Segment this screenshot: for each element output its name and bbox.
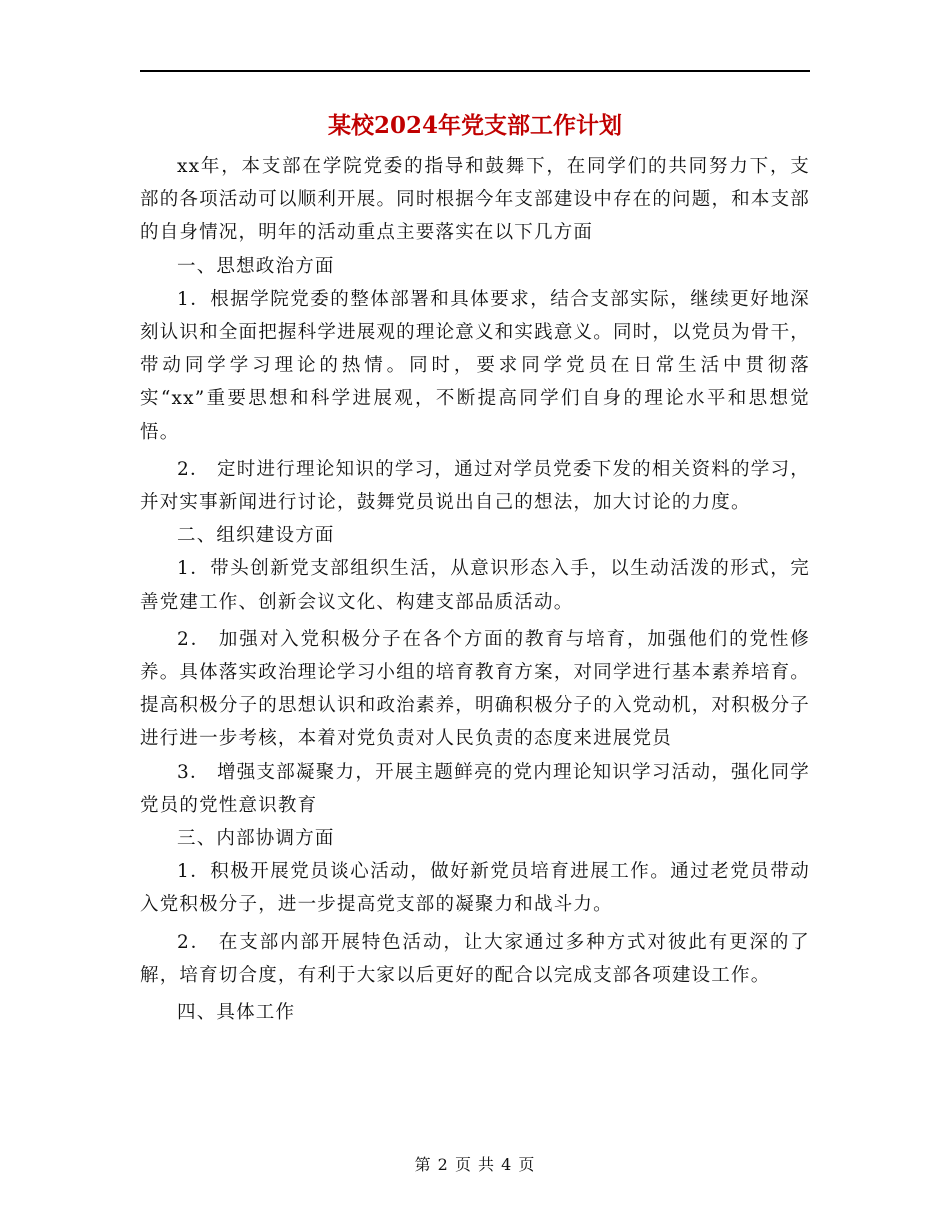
- section-heading-specific-work: 四、具体工作: [177, 1002, 296, 1024]
- header-rule: [140, 70, 810, 72]
- organization-item-1: 1．带头创新党支部组织生活，从意识形态入手，以生动活泼的形式，完善党建工作、创新会议文化、构建支部品质活动。: [140, 558, 810, 613]
- coordination-item-2: 2． 在支部内部开展特色活动，让大家通过多种方式对彼此有更深的了解，培育切合度，有利于大家以后更好的配合以完成支部各项建设工作。: [140, 931, 810, 986]
- page-number-footer: 第 2 页 共 4 页: [414, 1155, 536, 1174]
- section-heading-ideology: 一、思想政治方面: [177, 255, 335, 277]
- document-body: [140, 150, 810, 1029]
- intro-paragraph: xx年，本支部在学院党委的指导和鼓舞下，在同学们的共同努力下，支部的各项活动可以顺利开展。同时根据今年支部建设中存在的问题，和本支部的自身情况，明年的活动重点主要落实在以下几方面: [140, 156, 810, 244]
- document-title: 某校2024年党支部工作计划: [327, 112, 622, 139]
- coordination-item-1: 1．积极开展党员谈心活动，做好新党员培育进展工作。通过老党员带动入党积极分子，进一步提高党支部的凝聚力和战斗力。: [140, 861, 810, 916]
- ideology-item-2: 2． 定时进行理论知识的学习，通过对学员党委下发的相关资料的学习，并对实事新闻进行讨论，鼓舞党员说出自己的想法，加大讨论的力度。: [140, 458, 810, 514]
- section-heading-coordination: 三、内部协调方面: [177, 828, 335, 850]
- section-heading-organization: 二、组织建设方面: [177, 525, 335, 547]
- ideology-item-1: 1．根据学院党委的整体部署和具体要求，结合支部实际，继续更好地深刻认识和全面把握科学进展观的理论意义和实践意义。同时，以党员为骨干，带动同学学习理论的热情。同时，要求同学党员在日常生活中贯彻落实“xx”重要思想和科学进展观，不断提高同学们自身的理论水平和思想觉悟。: [140, 288, 810, 443]
- organization-item-2: 2． 加强对入党积极分子在各个方面的教育与培育，加强他们的党性修养。具体落实政治理论学习小组的培育教育方案，对同学进行基本素养培育。提高积极分子的思想认识和政治素养，明确积极分子的入党动机，对积极分子进行进一步考核，本着对党负责对人民负责的态度来进展党员: [140, 628, 810, 750]
- organization-item-3: 3． 增强支部凝聚力，开展主题鲜亮的党内理论知识学习活动，强化同学党员的党性意识教育: [140, 761, 810, 816]
